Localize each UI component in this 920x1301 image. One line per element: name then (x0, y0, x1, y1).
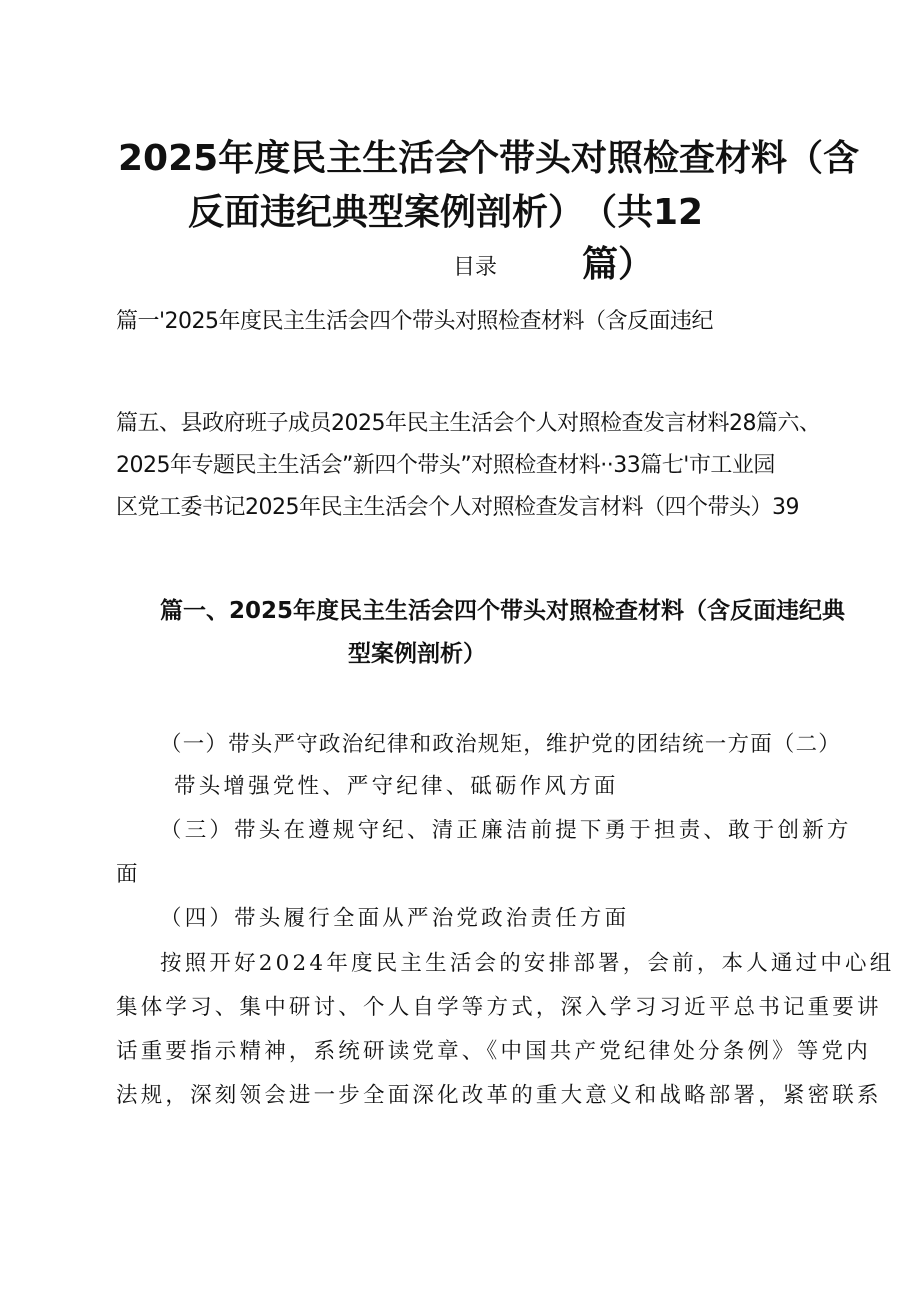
toc-heading: 目录 (453, 255, 498, 280)
doc-title-line3-end: 篇） (582, 244, 655, 285)
toc-item-2[interactable]: 篇五、县政府班子成员2025年民主生活会个人对照检查发言材料28篇六、 (116, 411, 821, 436)
body-line-7: 集体学习、集中研讨、个人自学等方式，深入学习习近平总书记重要讲 (116, 995, 882, 1020)
toc-item-1[interactable]: 篇一'2025年度民主生活会四个带头对照检查材料（含反面违纪 (116, 309, 714, 334)
doc-title-line2-part1: 反面违纪典型案例剖析） (188, 192, 585, 233)
doc-title-line2-part2: （共12 (581, 192, 704, 233)
body-line-9: 法规，深刻领会进一步全面深化改革的重大意义和战略部署，紧密联系 (116, 1083, 882, 1108)
body-line-4: 面 (116, 862, 139, 887)
section-heading-line2: 型案例剖析） (348, 641, 486, 667)
body-line-1: （一）带头严守政治纪律和政治规矩，维护党的团结统一方面（二） (160, 732, 842, 757)
doc-title-line1-part1: 2025年度民主生活会 (118, 138, 471, 179)
body-line-6: 按照开好2024年度民主生活会的安排部署，会前，本人通过中心组 (160, 951, 895, 976)
toc-item-4[interactable]: 区党工委书记2025年民主生活会个人对照检查发言材料（四个带头）39 (116, 495, 799, 520)
body-line-5: （四）带头履行全面从严治党政治责任方面 (160, 906, 630, 931)
section-heading-line1: 篇一、2025年度民主生活会四个带头对照检查材料（含反面违纪典 (160, 598, 846, 624)
body-line-2: 带头增强党性、严守纪律、砥砺作风方面 (174, 774, 619, 799)
body-line-8: 话重要指示精神，系统研读党章、《中国共产党纪律处分条例》等党内 (116, 1039, 871, 1064)
body-line-3: （三）带头在遵规守纪、清正廉洁前提下勇于担责、敢于创新方 (160, 818, 852, 843)
doc-title-line1-part2: 个带头对照检查材料（含 (463, 138, 860, 179)
toc-item-3[interactable]: 2025年专题民主生活会”新四个带头”对照检查材料··33篇七'市工业园 (116, 453, 775, 478)
